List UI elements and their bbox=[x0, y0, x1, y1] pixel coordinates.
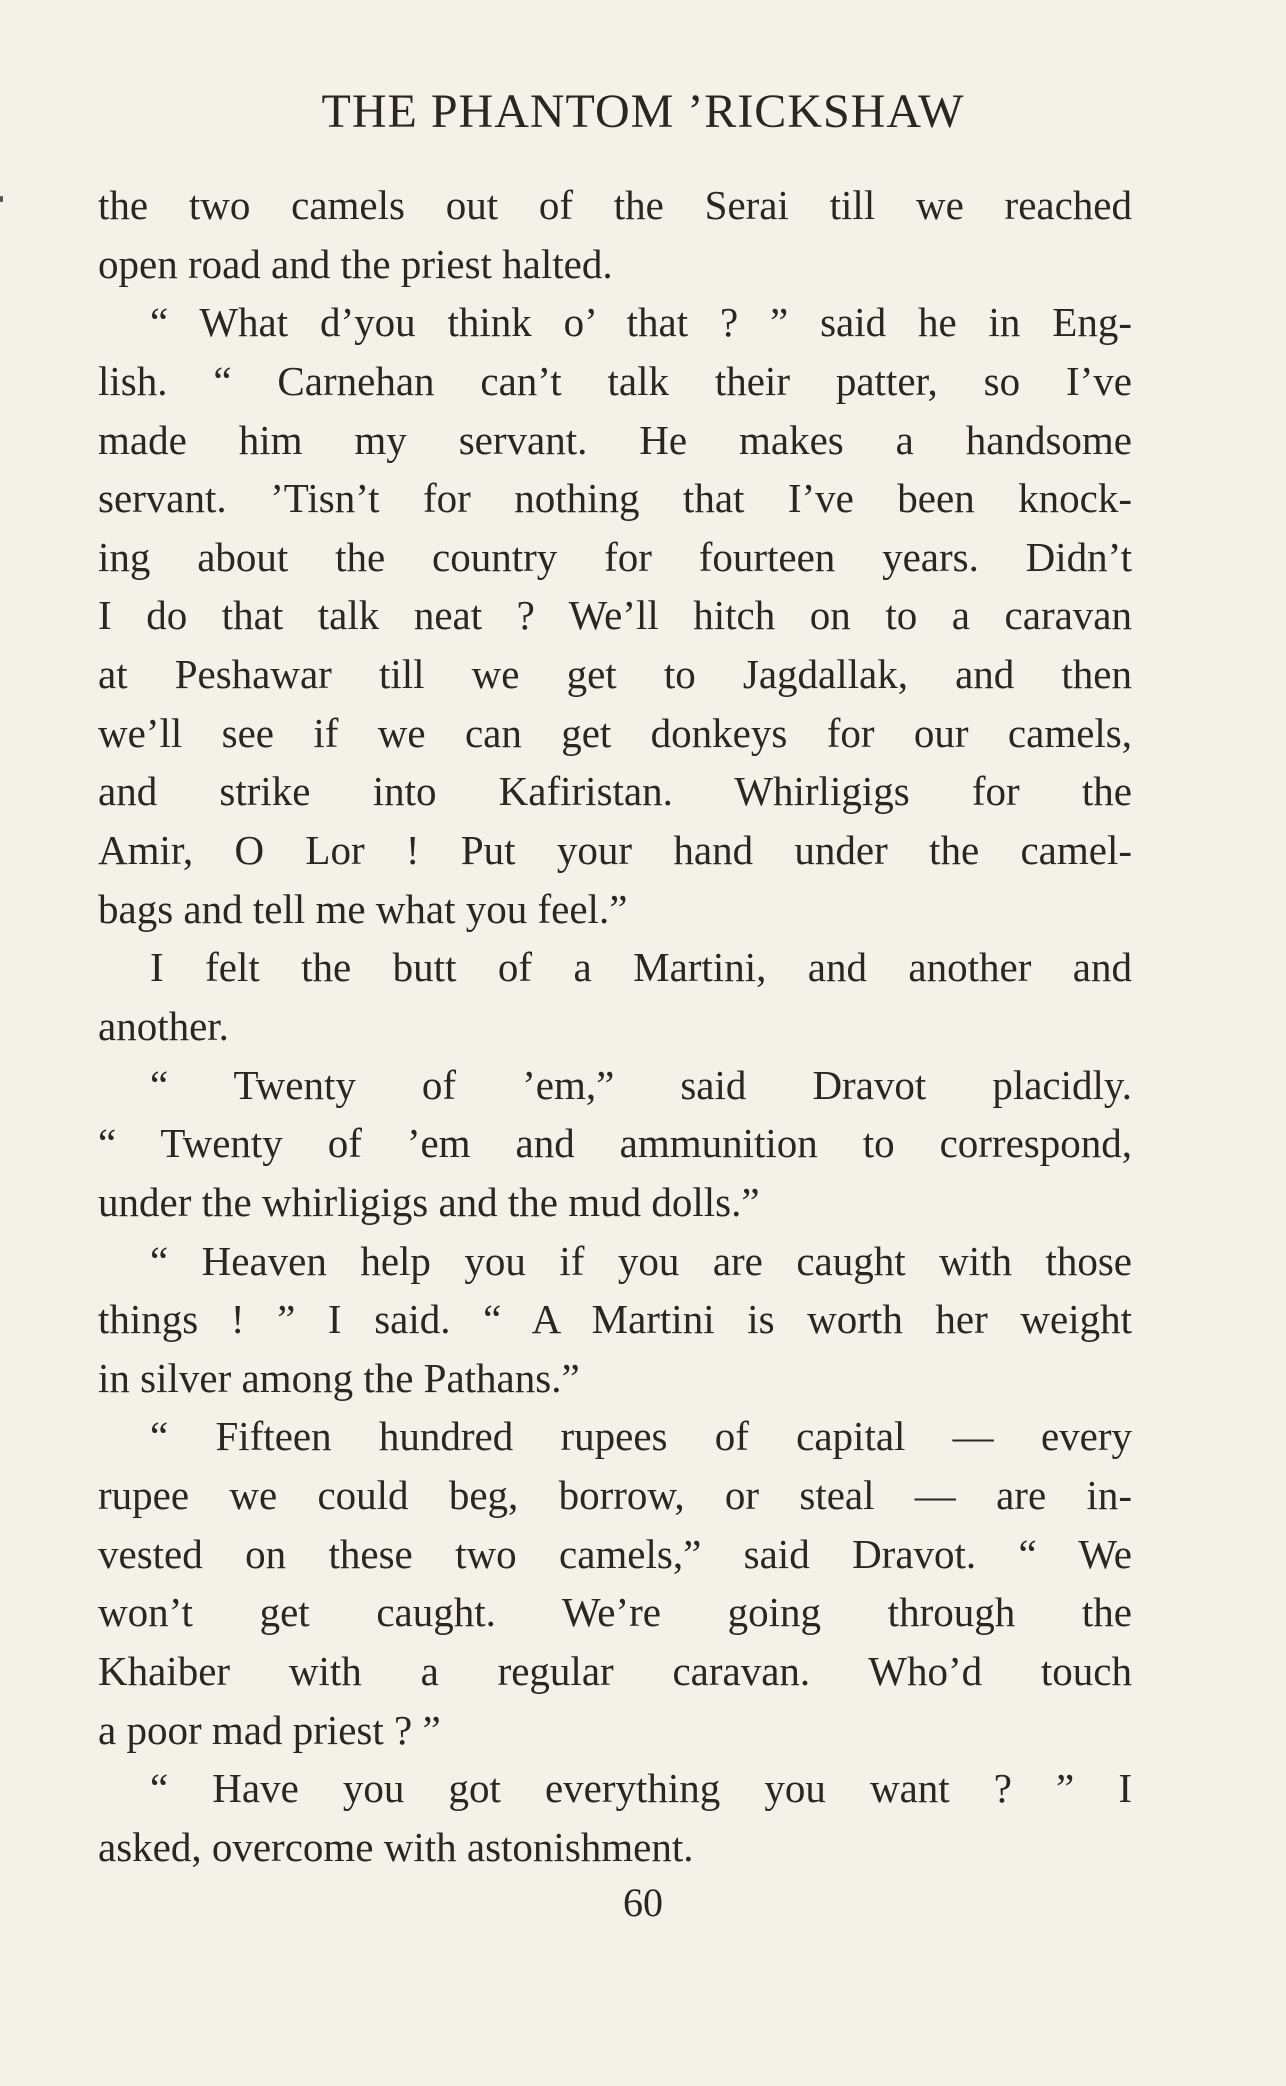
text-line: things ! ” I said. “ A Martini is worth her weight bbox=[98, 1296, 1132, 1343]
text-line: I felt the butt of a Martini, and another and bbox=[150, 944, 1132, 991]
text-line: “ Heaven help you if you are caught with those bbox=[150, 1237, 1132, 1284]
text-line: Amir, O Lor ! Put your hand under the camel- bbox=[98, 827, 1132, 874]
body-text bbox=[98, 176, 1132, 1877]
text-line: the two camels out of the Serai till we reached bbox=[98, 182, 1132, 228]
text-line: Khaiber with a regular caravan. Who’d touch bbox=[98, 1648, 1132, 1695]
running-header: THE PHANTOM ’RICKSHAW bbox=[321, 85, 965, 138]
text-line: “ Twenty of ’em and ammunition to correspond, bbox=[98, 1120, 1132, 1167]
text-line: another. bbox=[98, 1002, 229, 1049]
text-line: we’ll see if we can get donkeys for our camels, bbox=[98, 709, 1132, 756]
text-line: won’t get caught. We’re going through the bbox=[98, 1589, 1132, 1636]
text-line: “ Fifteen hundred rupees of capital — every bbox=[150, 1413, 1132, 1460]
text-line: ing about the country for fourteen years. Didn’t bbox=[98, 533, 1132, 580]
text-line: “ Have you got everything you want ? ” I bbox=[150, 1765, 1132, 1812]
text-line: vested on these two camels,” said Dravot. “ We bbox=[98, 1530, 1132, 1577]
text-line: open road and the priest halted. bbox=[98, 240, 613, 287]
text-line: at Peshawar till we get to Jagdallak, and then bbox=[98, 651, 1132, 698]
page-number: 60 bbox=[623, 1880, 663, 1925]
text-line: bags and tell me what you feel.” bbox=[98, 885, 628, 932]
text-line: made him my servant. He makes a handsome bbox=[98, 416, 1132, 463]
text-line: lish. “ Carnehan can’t talk their patter, so I’ve bbox=[98, 357, 1132, 404]
text-line: a poor mad priest ? ” bbox=[98, 1706, 441, 1753]
text-line: “ What d’you think o’ that ? ” said he in Eng- bbox=[150, 299, 1132, 346]
text-line: in silver among the Pathans.” bbox=[98, 1354, 580, 1401]
text-line: I do that talk neat ? We’ll hitch on to a caravan bbox=[98, 592, 1132, 639]
text-line: servant. ’Tisn’t for nothing that I’ve been knock- bbox=[98, 475, 1132, 522]
text-line: asked, overcome with astonishment. bbox=[98, 1823, 694, 1870]
text-line: and strike into Kafiristan. Whirligigs for the bbox=[98, 768, 1132, 815]
text-line: under the whirligigs and the mud dolls.” bbox=[98, 1178, 760, 1225]
margin-mark bbox=[0, 196, 3, 202]
text-line: rupee we could beg, borrow, or steal — are in- bbox=[98, 1472, 1132, 1519]
text-line: “ Twenty of ’em,” said Dravot placidly. bbox=[150, 1061, 1132, 1108]
